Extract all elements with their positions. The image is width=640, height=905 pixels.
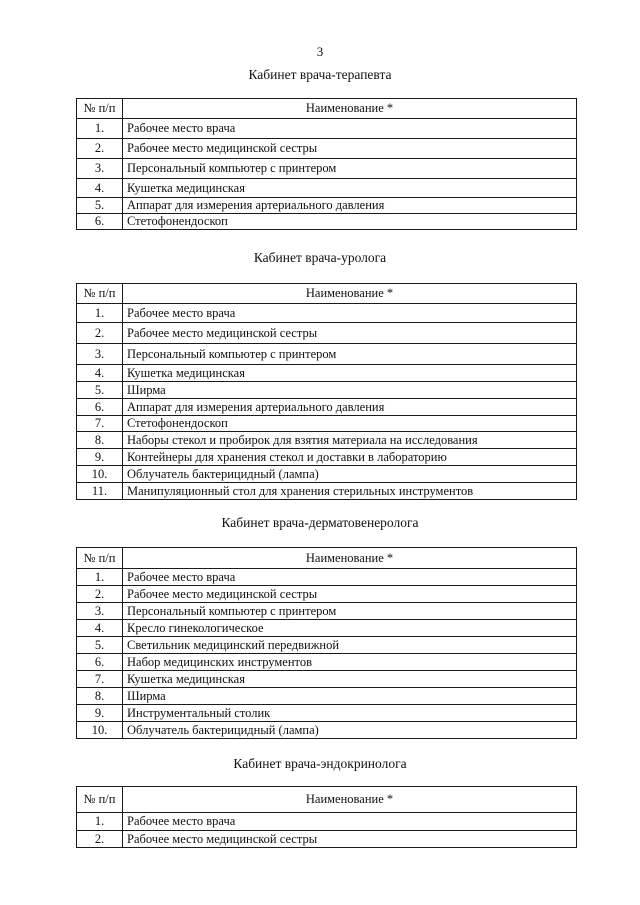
header-number: № п/п [77,284,123,304]
row-number: 5. [77,637,123,654]
table-row [77,654,577,671]
row-number: 10. [77,722,123,739]
row-number: 8. [77,432,123,449]
row-name: Инструментальный столик [123,705,577,722]
table-row [77,399,577,416]
row-name: Аппарат для измерения артериального давления [123,399,577,416]
row-number: 1. [77,813,123,831]
table-row [77,722,577,739]
equipment-table-endocrinologist [76,786,577,848]
row-number: 4. [77,365,123,382]
table-row [77,449,577,466]
table-row [77,483,577,500]
header-name: Наименование * [123,99,577,119]
row-number: 9. [77,449,123,466]
table-header-row [77,548,577,569]
table-header-row [77,787,577,813]
table-row [77,159,577,179]
table-row [77,466,577,483]
row-name: Рабочее место врача [123,569,577,586]
row-number: 3. [77,603,123,620]
row-name: Светильник медицинский передвижной [123,637,577,654]
row-number: 2. [77,139,123,159]
row-name: Стетофонендоскоп [123,214,577,230]
table-row [77,139,577,159]
table-row [77,705,577,722]
table-row [77,344,577,365]
row-number: 1. [77,304,123,323]
row-name: Рабочее место медицинской сестры [123,586,577,603]
row-name: Облучатель бактерицидный (лампа) [123,466,577,483]
table-row [77,569,577,586]
row-name: Наборы стекол и пробирок для взятия материала на исследования [123,432,577,449]
row-number: 6. [77,399,123,416]
row-name: Стетофонендоскоп [123,416,577,432]
row-number: 2. [77,323,123,344]
row-name: Кресло гинекологическое [123,620,577,637]
table-row [77,214,577,230]
table-row [77,382,577,399]
row-name: Ширма [123,688,577,705]
row-name: Персональный компьютер с принтером [123,603,577,620]
header-name: Наименование * [123,787,577,813]
row-name: Рабочее место врача [123,304,577,323]
table-row [77,813,577,831]
table-row [77,304,577,323]
row-number: 2. [77,831,123,848]
row-number: 6. [77,214,123,230]
row-number: 5. [77,198,123,214]
section-title-therapist: Кабинет врача-терапевта [248,67,392,82]
table-row [77,365,577,382]
row-name: Рабочее место медицинской сестры [123,323,577,344]
equipment-table-therapist [76,98,577,230]
header-number: № п/п [77,787,123,813]
row-number: 10. [77,466,123,483]
header-number: № п/п [77,548,123,569]
row-number: 7. [77,671,123,688]
row-number: 3. [77,159,123,179]
table-row [77,586,577,603]
row-name: Кушетка медицинская [123,179,577,198]
table-header-row [77,284,577,304]
row-name: Облучатель бактерицидный (лампа) [123,722,577,739]
table-row [77,323,577,344]
header-number: № п/п [77,99,123,119]
table-row [77,179,577,198]
equipment-table-dermatovenereologist [76,547,577,739]
row-number: 5. [77,382,123,399]
row-number: 8. [77,688,123,705]
table-row [77,688,577,705]
row-name: Рабочее место медицинской сестры [123,831,577,848]
table-row [77,198,577,214]
row-number: 4. [77,620,123,637]
row-number: 7. [77,416,123,432]
header-name: Наименование * [123,548,577,569]
section-title-endocrinologist: Кабинет врача-эндокринолога [233,756,407,771]
row-name: Набор медицинских инструментов [123,654,577,671]
section-title-urologist: Кабинет врача-уролога [253,250,387,265]
row-name: Рабочее место врача [123,813,577,831]
row-number: 3. [77,344,123,365]
row-number: 1. [77,569,123,586]
page-number: 3 [316,44,324,59]
table-row [77,620,577,637]
table-row [77,671,577,688]
row-name: Кушетка медицинская [123,365,577,382]
table-row [77,119,577,139]
table-row [77,416,577,432]
row-number: 2. [77,586,123,603]
section-title-dermatovenereologist: Кабинет врача-дерматовенеролога [221,515,419,530]
row-name: Манипуляционный стол для хранения стерильных инструментов [123,483,577,500]
row-name: Ширма [123,382,577,399]
equipment-table-urologist [76,283,577,500]
row-number: 9. [77,705,123,722]
table-row [77,432,577,449]
table-row [77,603,577,620]
row-number: 4. [77,179,123,198]
table-row [77,637,577,654]
table-row [77,831,577,848]
row-name: Персональный компьютер с принтером [123,159,577,179]
row-name: Кушетка медицинская [123,671,577,688]
table-header-row [77,99,577,119]
row-name: Рабочее место медицинской сестры [123,139,577,159]
row-name: Аппарат для измерения артериального давления [123,198,577,214]
row-number: 6. [77,654,123,671]
row-name: Персональный компьютер с принтером [123,344,577,365]
row-name: Контейнеры для хранения стекол и доставки в лабораторию [123,449,577,466]
row-number: 11. [77,483,123,500]
row-number: 1. [77,119,123,139]
header-name: Наименование * [123,284,577,304]
row-name: Рабочее место врача [123,119,577,139]
